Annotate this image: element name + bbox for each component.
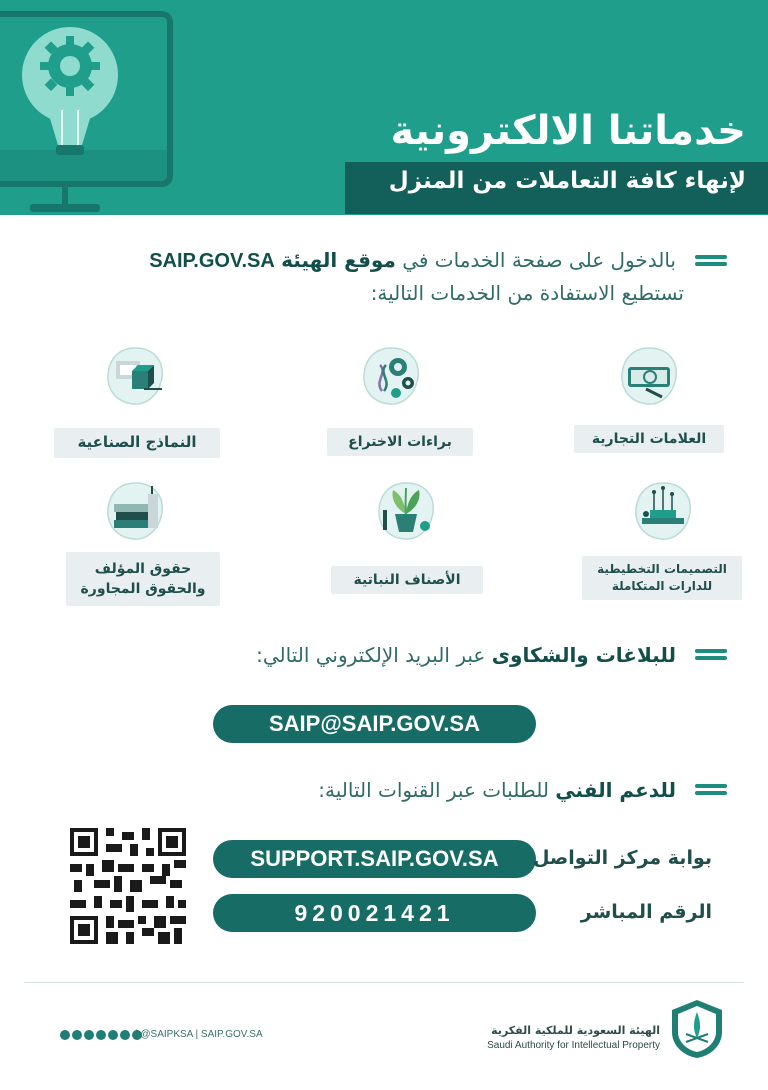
intro-prefix: بالدخول على صفحة الخدمات في <box>402 248 676 272</box>
org-name-english: Saudi Authority for Intellectual Property <box>487 1040 660 1051</box>
support-bold: للدعم الفني <box>555 778 676 802</box>
copyright-icon <box>104 480 166 542</box>
complaints-email[interactable]: SAIP@SAIP.GOV.SA <box>213 705 536 743</box>
service-trademarks[interactable]: العلامات التجارية <box>574 425 724 453</box>
monitor-gear-icon <box>0 0 230 215</box>
service-industrial-designs[interactable]: النماذج الصناعية <box>54 428 220 458</box>
industrial-design-icon <box>104 345 166 407</box>
org-name-arabic: الهيئة السعودية للملكية الفكرية <box>491 1024 660 1037</box>
trademark-icon <box>618 345 680 407</box>
service-patents[interactable]: براءات الاختراع <box>327 428 473 456</box>
snapchat-icon[interactable] <box>108 1030 118 1040</box>
page-title: خدماتنا الالكترونية <box>390 108 746 154</box>
qr-code[interactable] <box>70 828 186 944</box>
tiktok-icon[interactable] <box>120 1030 130 1040</box>
complaints-heading <box>256 643 676 667</box>
facebook-icon[interactable] <box>60 1030 70 1040</box>
saip-logo-icon <box>666 998 728 1060</box>
support-portal-link[interactable]: SUPPORT.SAIP.GOV.SA <box>213 840 536 878</box>
support-phone-number[interactable]: 920021421 <box>213 894 536 932</box>
page-subtitle: لإنهاء كافة التعاملات من المنزل <box>388 168 746 194</box>
support-phone-label: الرقم المباشر <box>580 901 712 923</box>
footer-divider <box>24 982 744 983</box>
complaints-bold: للبلاغات والشكاوى <box>491 643 676 667</box>
patent-icon <box>360 345 422 407</box>
support-portal-label: بوابة مركز التواصل <box>532 847 712 869</box>
support-rest: للطلبات عبر القنوات التالية: <box>318 778 549 802</box>
section-marker-icon <box>695 648 727 662</box>
service-circuit-line-1: التصميمات التخطيطية <box>597 561 727 576</box>
service-plant-varieties[interactable]: الأصناف النباتية <box>331 566 483 594</box>
social-icons <box>60 1030 142 1040</box>
intro-line-1 <box>149 248 676 273</box>
header-banner <box>0 0 768 215</box>
section-marker-icon <box>695 254 727 268</box>
plant-variety-icon <box>375 480 437 542</box>
youtube-icon[interactable] <box>84 1030 94 1040</box>
circuit-design-icon <box>632 480 694 542</box>
intro-bold: موقع الهيئة <box>281 248 396 272</box>
service-copyright[interactable] <box>66 552 220 606</box>
section-marker-icon <box>695 783 727 797</box>
twitter-icon[interactable] <box>72 1030 82 1040</box>
service-copyright-line-1: حقوق المؤلف <box>94 560 192 577</box>
service-copyright-line-2: والحقوق المجاورة <box>80 581 206 597</box>
intro-site-link[interactable]: SAIP.GOV.SA <box>149 250 275 272</box>
service-circuit-designs[interactable] <box>582 556 742 600</box>
support-heading <box>318 778 676 802</box>
complaints-rest: عبر البريد الإلكتروني التالي: <box>256 643 486 667</box>
intro-line-2: تستطيع الاستفادة من الخدمات التالية: <box>370 281 684 305</box>
instagram-icon[interactable] <box>96 1030 106 1040</box>
footer-handle: | @SAIPKSA | SAIP.GOV.SA <box>135 1029 263 1040</box>
service-circuit-line-2: للدارات المتكاملة <box>611 579 713 593</box>
